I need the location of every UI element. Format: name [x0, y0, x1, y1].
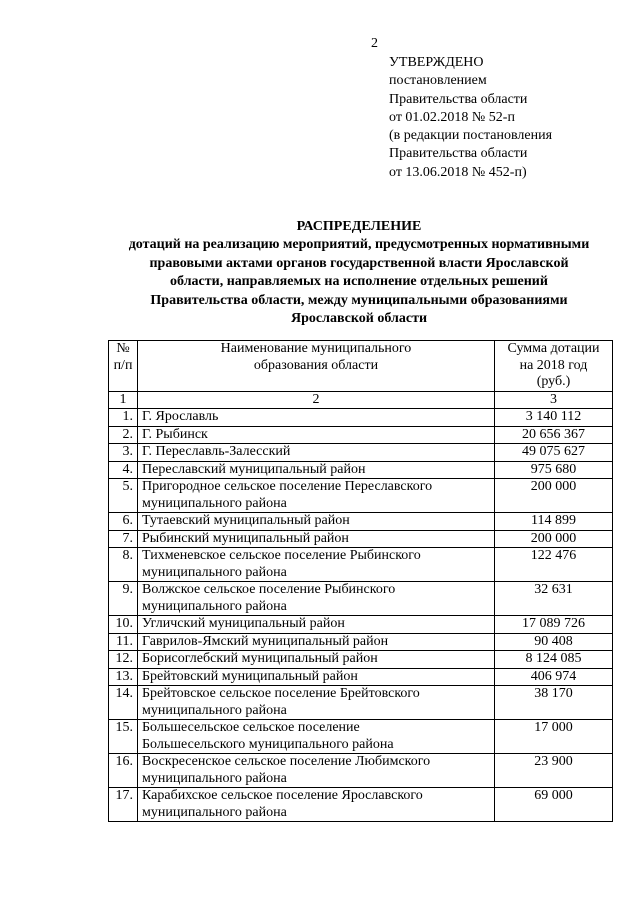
- table-row: [109, 548, 613, 582]
- municipality-name: Гаврилов-Ямский муниципальный район: [138, 633, 495, 651]
- municipality-name: Г. Ярославль: [138, 409, 495, 427]
- document-title: РАСПРЕДЕЛЕНИЕ: [296, 219, 422, 234]
- subsidy-amount: 23 900: [495, 754, 613, 788]
- table-row: [109, 633, 613, 651]
- subsidy-amount: 200 000: [495, 479, 613, 513]
- approval-line: от 01.02.2018 № 52-п: [389, 109, 515, 125]
- subsidy-amount: 20 656 367: [495, 426, 613, 444]
- subsidy-amount: 38 170: [495, 686, 613, 720]
- subsidy-amount: 975 680: [495, 461, 613, 479]
- subsidy-amount: 3 140 112: [495, 409, 613, 427]
- row-number: 15.: [109, 720, 138, 754]
- table-row: [109, 479, 613, 513]
- municipality-name: Г. Рыбинск: [138, 426, 495, 444]
- header-number: № п/п: [109, 341, 138, 392]
- table-row: [109, 720, 613, 754]
- index-cell: 2: [138, 391, 495, 409]
- municipality-name: Рыбинский муниципальный район: [138, 530, 495, 548]
- table-row: [109, 461, 613, 479]
- approval-stamp: [389, 54, 552, 182]
- municipality-name: Переславский муниципальный район: [138, 461, 495, 479]
- index-cell: 1: [109, 391, 138, 409]
- heading-line: Правительства области, между муниципальными образованиями: [150, 292, 568, 308]
- row-number: 7.: [109, 530, 138, 548]
- table-header-row: [109, 341, 613, 392]
- municipality-name: Тутаевский муниципальный район: [138, 513, 495, 531]
- row-number: 14.: [109, 686, 138, 720]
- table-row: [109, 513, 613, 531]
- heading-line: дотаций на реализацию мероприятий, предусмотренных нормативными: [128, 237, 590, 253]
- table-row: [109, 409, 613, 427]
- subsidy-amount: 69 000: [495, 788, 613, 822]
- row-number: 10.: [109, 616, 138, 634]
- subsidy-amount: 406 974: [495, 668, 613, 686]
- table-body: [109, 409, 613, 822]
- subsidy-amount: 200 000: [495, 530, 613, 548]
- table-row: [109, 582, 613, 616]
- document-heading: [100, 218, 618, 328]
- approval-line: постановлением: [389, 73, 487, 89]
- table-index-row: [109, 391, 613, 409]
- subsidy-amount: 122 476: [495, 548, 613, 582]
- subsidy-amount: 8 124 085: [495, 651, 613, 669]
- page-number: 2: [371, 36, 378, 51]
- row-number: 2.: [109, 426, 138, 444]
- table-row: [109, 616, 613, 634]
- table-row: [109, 788, 613, 822]
- table-row: [109, 426, 613, 444]
- municipality-name: Брейтовский муниципальный район: [138, 668, 495, 686]
- approval-line: (в редакции постановления: [389, 128, 553, 144]
- header-name: Наименование муниципального образования области: [138, 341, 495, 392]
- municipality-name: Брейтовское сельское поселение Брейтовского муниципального района: [138, 686, 495, 720]
- row-number: 1.: [109, 409, 138, 427]
- table-row: [109, 444, 613, 462]
- municipality-name: Угличский муниципальный район: [138, 616, 495, 634]
- row-number: 17.: [109, 788, 138, 822]
- table-row: [109, 651, 613, 669]
- subsidy-amount: 49 075 627: [495, 444, 613, 462]
- municipality-name: Борисоглебский муниципальный район: [138, 651, 495, 669]
- table-row: [109, 686, 613, 720]
- subsidy-amount: 90 408: [495, 633, 613, 651]
- row-number: 4.: [109, 461, 138, 479]
- approval-line: УТВЕРЖДЕНО: [389, 55, 484, 70]
- subsidy-amount: 17 000: [495, 720, 613, 754]
- table-row: [109, 754, 613, 788]
- row-number: 16.: [109, 754, 138, 788]
- subsidy-amount: 32 631: [495, 582, 613, 616]
- subsidy-amount: 114 899: [495, 513, 613, 531]
- row-number: 5.: [109, 479, 138, 513]
- row-number: 12.: [109, 651, 138, 669]
- row-number: 3.: [109, 444, 138, 462]
- subsidy-amount: 17 089 726: [495, 616, 613, 634]
- row-number: 9.: [109, 582, 138, 616]
- approval-line: от 13.06.2018 № 452-п): [389, 164, 527, 180]
- distribution-table: [108, 340, 613, 822]
- municipality-name: Карабихское сельское поселение Ярославского муниципального района: [138, 788, 495, 822]
- approval-line: Правительства области: [389, 146, 528, 162]
- table-row: [109, 530, 613, 548]
- municipality-name: Г. Переславль-Залесский: [138, 444, 495, 462]
- approval-line: Правительства области: [389, 91, 528, 107]
- municipality-name: Большесельское сельское поселение Большесельского муниципального района: [138, 720, 495, 754]
- municipality-name: Пригородное сельское поселение Переславского муниципального района: [138, 479, 495, 513]
- municipality-name: Тихменевское сельское поселение Рыбинского муниципального района: [138, 548, 495, 582]
- heading-line: области, направляемых на исполнение отдельных решений: [170, 274, 548, 290]
- row-number: 11.: [109, 633, 138, 651]
- row-number: 8.: [109, 548, 138, 582]
- row-number: 6.: [109, 513, 138, 531]
- table-row: [109, 668, 613, 686]
- row-number: 13.: [109, 668, 138, 686]
- header-sum: Сумма дотации на 2018 год (руб.): [495, 341, 613, 392]
- municipality-name: Волжское сельское поселение Рыбинского муниципального района: [138, 582, 495, 616]
- heading-line: Ярославской области: [290, 311, 428, 327]
- heading-line: правовыми актами органов государственной власти Ярославской: [149, 255, 569, 271]
- municipality-name: Воскресенское сельское поселение Любимского муниципального района: [138, 754, 495, 788]
- index-cell: 3: [495, 391, 613, 409]
